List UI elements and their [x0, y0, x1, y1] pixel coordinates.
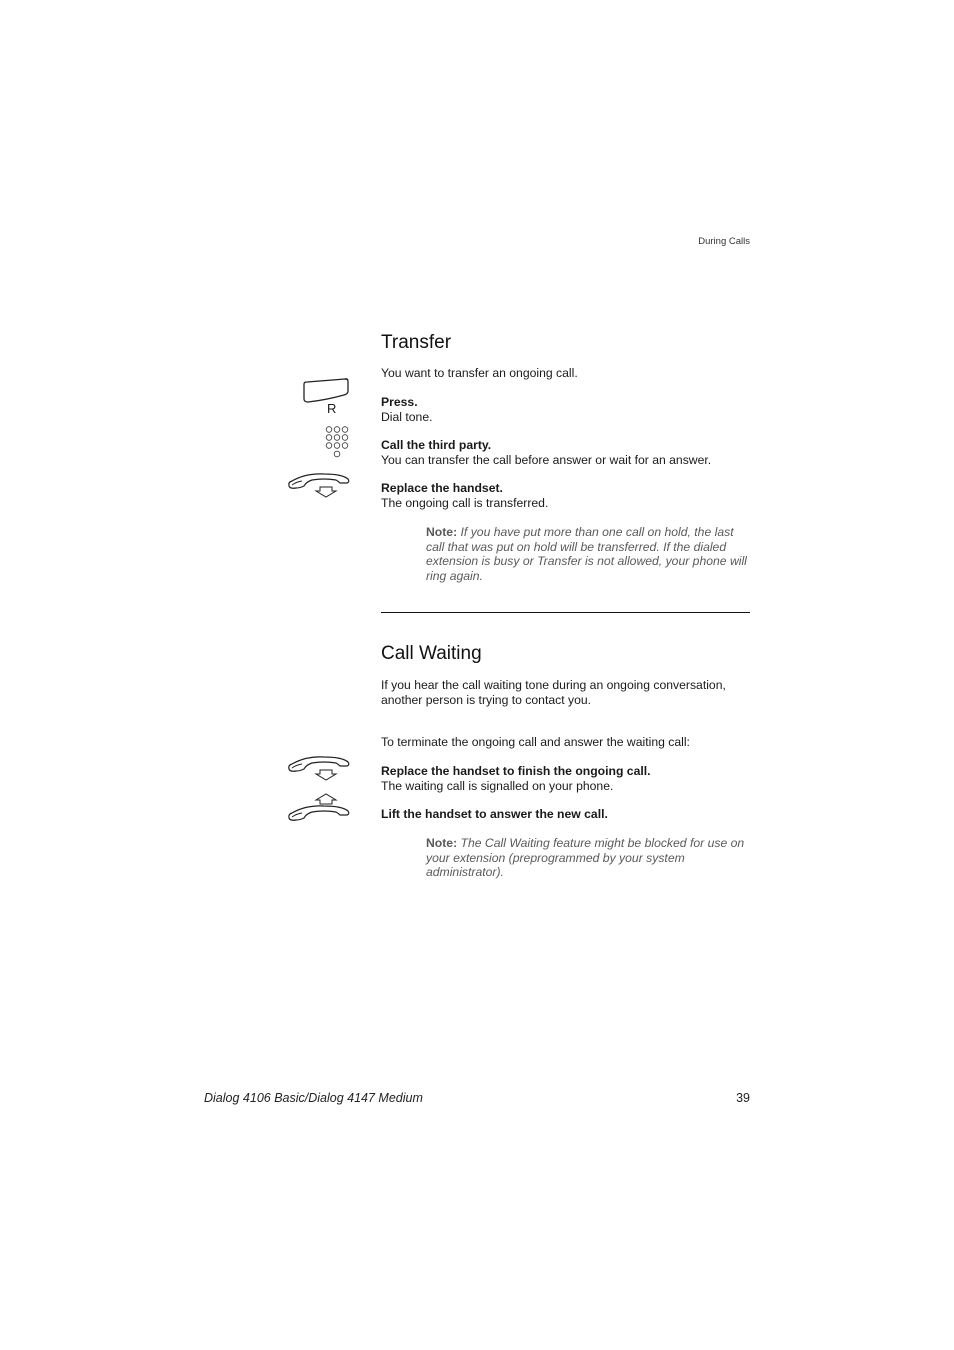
note-label: Note:	[426, 836, 458, 850]
call-waiting-instruction: To terminate the ongoing call and answer the waiting call:	[381, 735, 690, 749]
note-label: Note:	[426, 525, 458, 539]
call-waiting-note	[426, 836, 750, 880]
r-key-icon	[300, 376, 352, 416]
handset-lift-icon	[286, 793, 352, 823]
step-title: Call the third party.	[381, 438, 492, 452]
call-waiting-intro: If you hear the call waiting tone during an ongoing conversation, another person is trying to contact you.	[381, 678, 726, 707]
handset-replace-icon	[286, 470, 352, 498]
page-number: 39	[736, 1091, 750, 1105]
call-waiting-step-1	[381, 764, 751, 793]
step-desc: The waiting call is signalled on your phone.	[381, 778, 614, 793]
note-text: The Call Waiting feature might be blocked for use on your extension (preprogrammed by your system administrator).	[426, 836, 745, 880]
transfer-intro: You want to transfer an ongoing call.	[381, 366, 578, 380]
handset-replace-icon	[286, 753, 352, 781]
section-divider	[381, 612, 750, 613]
step-title: Replace the handset.	[381, 481, 503, 495]
step-desc: The ongoing call is transferred.	[381, 495, 549, 510]
note-text: If you have put more than one call on hold, the last call that was put on hold will be transferred. If the dialed extension is busy or Transfer is not allowed, your phone will ring again.	[426, 525, 747, 583]
step-desc: You can transfer the call before answer or wait for an answer.	[381, 452, 712, 467]
step-desc: Dial tone.	[381, 409, 433, 424]
call-waiting-heading: Call Waiting	[381, 643, 482, 664]
call-waiting-step-2	[381, 807, 751, 822]
footer-document-title: Dialog 4106 Basic/Dialog 4147 Medium	[204, 1091, 423, 1105]
step-title: Replace the handset to finish the ongoing call.	[381, 764, 651, 778]
step-title: Press.	[381, 395, 418, 409]
keypad-icon	[324, 424, 352, 462]
transfer-heading: Transfer	[381, 332, 452, 353]
transfer-note	[426, 525, 750, 583]
transfer-step-1	[381, 395, 751, 424]
transfer-step-2	[381, 438, 751, 467]
step-title: Lift the handset to answer the new call.	[381, 807, 608, 821]
running-header: During Calls	[698, 236, 750, 247]
r-key-label: R	[327, 401, 337, 416]
transfer-step-3	[381, 481, 751, 510]
